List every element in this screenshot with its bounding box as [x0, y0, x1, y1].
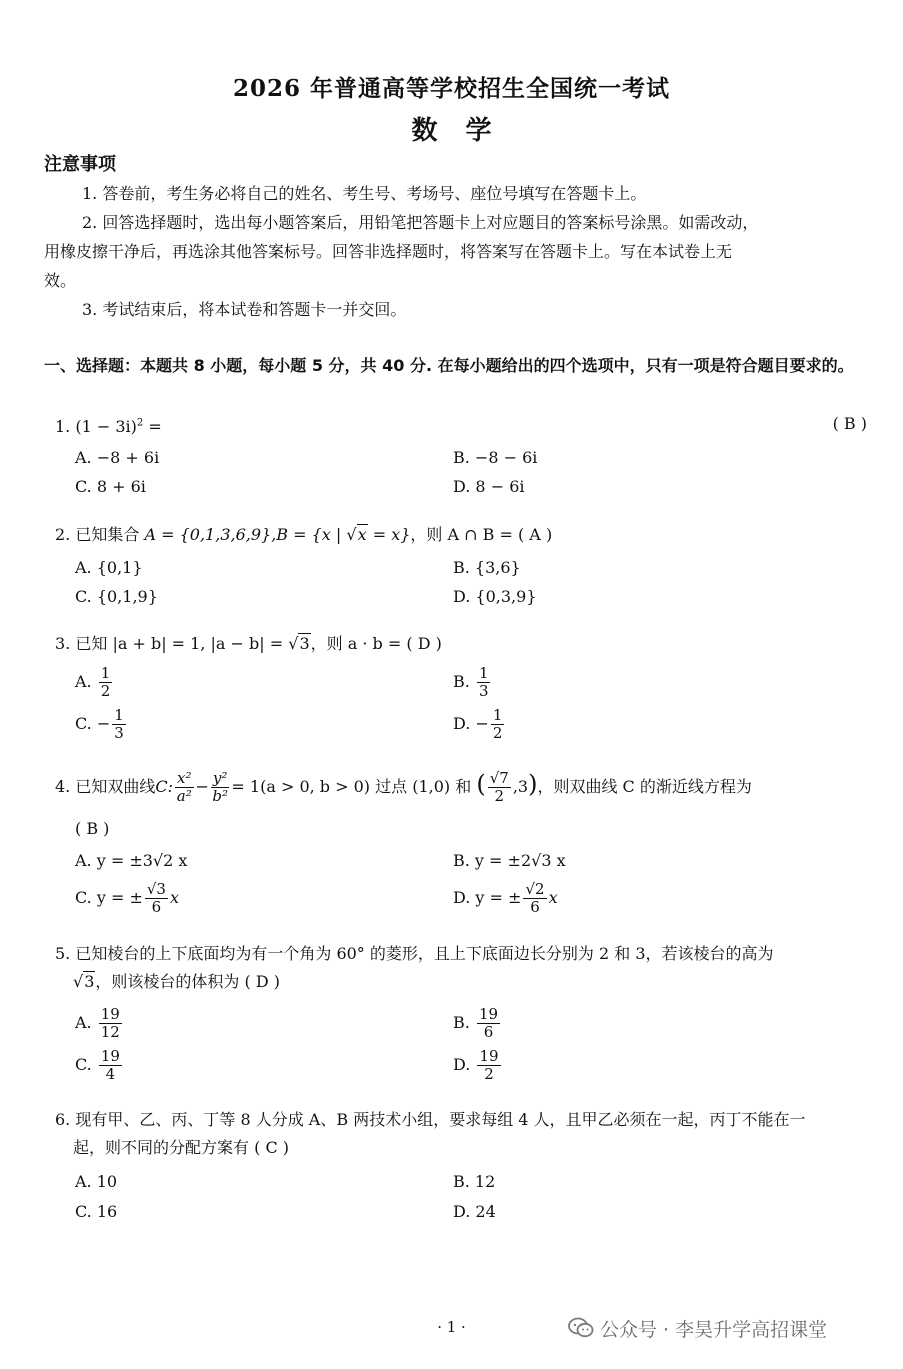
fraction: [99, 665, 113, 700]
notice-title: 注意事项: [44, 154, 116, 175]
stem-text: 已知棱台的上下底面均为有一个角为 60° 的菱形，且上下底面边长分别为 2 和 3，若该棱台的高为: [75, 944, 774, 963]
right-paren: ): [528, 770, 538, 798]
option-label: B.: [453, 672, 470, 691]
left-paren: (: [476, 770, 486, 798]
option-d: [453, 707, 506, 742]
question-1-answer: ( B ): [832, 414, 867, 433]
question-6-answer: ( C ): [254, 1138, 290, 1157]
wechat-icon: [568, 1317, 594, 1344]
denominator: 2: [100, 682, 111, 700]
option-a: [75, 1006, 124, 1041]
fraction: [211, 770, 230, 805]
denominator: 2: [484, 1065, 494, 1083]
question-5-answer: ( D ): [244, 972, 280, 991]
sqrt-x: x: [357, 525, 367, 544]
numerator: 1: [114, 706, 124, 724]
option-label: A.: [75, 1013, 92, 1032]
watermark-text: 公众号 · 李昊升学高招课堂: [600, 1319, 828, 1341]
question-4-stem: [55, 769, 752, 805]
set-b-start: ,B = {x |: [271, 525, 347, 544]
question-2: [55, 521, 873, 549]
stem-text: 起，则不同的分配方案有: [73, 1138, 250, 1157]
option-b: B. −8 − 6i: [453, 448, 538, 467]
numerator: √7: [489, 769, 509, 787]
question-5-line-2: √3，则该棱台的体积为 ( D ): [73, 972, 280, 991]
option-label: D. −: [453, 714, 489, 733]
section-heading: 一、选择题：本题共 8 小题，每小题 5 分，共 40 分. 在每小题给出的四个选项中，只有一项是符合题目要求的。: [44, 356, 854, 375]
question-number: 4.: [55, 777, 71, 796]
question-number: 2.: [55, 525, 71, 544]
option-label: C. y = ±: [75, 888, 143, 907]
option-label: A.: [75, 672, 92, 691]
exam-title: 2026 年普通高等学校招生全国统一考试: [232, 75, 671, 102]
question-6: [55, 1106, 873, 1162]
option-c: [75, 1048, 124, 1083]
notice-item-2-line-1: 2. 回答选择题时，选出每小题答案后，用铅笔把答题卡上对应题目的答案标号涂黑。如需改动，: [82, 213, 759, 232]
option-c: [75, 707, 128, 742]
stem-text: 现有甲、乙、丙、丁等 8 人分成 A、B 两技术小组，要求每组 4 人，且甲乙必须在一起，丙丁不能在一: [75, 1110, 806, 1129]
question-3-stem: 3. 已知 |a + b| = 1, |a − b| = √3，则 a · b = ( D ): [55, 634, 442, 653]
question-number: 5.: [55, 944, 71, 963]
stem-text: 已知 |a + b| = 1, |a − b| =: [75, 634, 289, 653]
option-c: C. 8 + 6i: [75, 477, 146, 496]
question-1: [55, 410, 873, 441]
fraction: [491, 707, 505, 742]
sqrt-value: 3: [299, 634, 310, 653]
notice-item-2-line-3: 效。: [44, 271, 77, 290]
variable-x: x: [169, 888, 180, 907]
denominator: 2: [492, 724, 503, 742]
numerator: 1: [100, 664, 111, 682]
question-2-stem: 2. 已知集合 A = {0,1,3,6,9},B = {x | √x = x}，则 A ∩ B = ( A ): [55, 525, 553, 544]
option-label: D. y = ±: [453, 888, 522, 907]
option-a: [75, 665, 114, 700]
minus-sign: −: [195, 777, 209, 796]
numerator: 1: [492, 706, 503, 724]
option-b: B. {3,6}: [453, 558, 521, 577]
option-a: A. −8 + 6i: [75, 448, 160, 467]
numerator: √2: [525, 880, 545, 898]
question-number: 6.: [55, 1110, 71, 1129]
fraction: [477, 1048, 500, 1083]
question-4-answer: ( B ): [75, 819, 110, 838]
fraction: [477, 665, 491, 700]
denominator: 6: [530, 898, 540, 916]
numerator: x²: [177, 769, 192, 787]
option-a: A. 10: [75, 1172, 118, 1191]
fraction: [99, 1006, 122, 1041]
denominator: 12: [100, 1023, 120, 1041]
denominator: a²: [176, 787, 192, 805]
question-3-answer: ( D ): [406, 634, 442, 653]
sqrt-value: 3: [84, 972, 95, 991]
fraction: [99, 1048, 122, 1083]
stem-tail: ，则 a · b =: [310, 634, 407, 653]
option-c: C. {0,1,9}: [75, 587, 158, 606]
option-b: [453, 1006, 502, 1041]
numerator: 19: [479, 1047, 499, 1065]
fraction: [488, 770, 511, 805]
numerator: 19: [100, 1047, 120, 1065]
subject-title: 数学: [411, 116, 520, 146]
notice-item-3: 3. 考试结束后，将本试卷和答题卡一并交回。: [82, 300, 407, 319]
option-c: C. 16: [75, 1202, 118, 1221]
notice-item-2: [44, 208, 859, 295]
question-3: [55, 630, 873, 658]
question-5-line-1: [55, 940, 873, 968]
option-b: [453, 665, 492, 700]
watermark: [568, 1315, 827, 1344]
point-tail: ,3: [512, 777, 529, 796]
option-a: A. {0,1}: [75, 558, 143, 577]
notice-item-2-line-2: 用橡皮擦干净后，再选涂其他答案标号。回答非选择题时，将答案写在答题卡上。写在本试卷上无: [44, 242, 733, 261]
fraction: [523, 881, 546, 916]
denominator: 3: [478, 682, 489, 700]
option-d: D. 8 − 6i: [453, 477, 525, 496]
question-4: [55, 770, 873, 805]
option-a: A. y = ±3√2 x: [75, 851, 188, 870]
equation-tail: = 1(a > 0, b > 0) 过点 (1,0) 和: [231, 777, 472, 796]
fraction: [145, 881, 168, 916]
denominator: 2: [494, 787, 505, 805]
denominator: 4: [105, 1065, 116, 1083]
stem-text: 已知双曲线: [75, 777, 156, 796]
option-label: C.: [75, 1055, 92, 1074]
stem-tail: ，则 A ∩ B =: [410, 525, 518, 544]
numerator: 19: [478, 1005, 499, 1023]
notice-item-1: 1. 答卷前，考生务必将自己的姓名、考生号、考场号、座位号填写在答题卡上。: [82, 184, 647, 203]
question-number: 1.: [55, 417, 71, 437]
question-6-line-2: [55, 1134, 873, 1162]
curve-name: C:: [155, 777, 174, 796]
question-5: [55, 940, 873, 996]
question-6-line-1: [55, 1106, 873, 1134]
stem-text: 已知集合: [75, 525, 140, 544]
stem-text: ，则该棱台的体积为: [95, 972, 240, 991]
option-d: [453, 1048, 503, 1083]
variable-x: x: [548, 888, 558, 907]
set-a: A = {0,1,3,6,9}: [144, 525, 272, 544]
option-d: D. {0,3,9}: [453, 587, 537, 606]
numerator: 1: [478, 664, 489, 682]
page-number: · 1 ·: [437, 1318, 466, 1336]
fraction: [477, 1006, 500, 1041]
set-b-end: = x}: [367, 525, 411, 544]
question-1-stem: 1. $(1 - 3i)^2$ =: [55, 417, 162, 437]
numerator: y²: [212, 769, 228, 787]
stem-tail: ，则双曲线 C 的渐近线方程为: [537, 777, 752, 796]
fraction: [175, 770, 193, 805]
option-d: [453, 881, 558, 916]
numerator: √3: [146, 880, 166, 898]
option-b: B. 12: [453, 1172, 496, 1191]
question-2-answer: ( A ): [517, 525, 553, 544]
denominator: 6: [151, 898, 162, 916]
option-d: D. 24: [453, 1202, 496, 1221]
question-number: 3.: [55, 634, 71, 653]
denominator: 6: [483, 1023, 494, 1041]
option-label: D.: [453, 1055, 471, 1074]
fraction: [112, 707, 126, 742]
option-b: B. y = ±2√3 x: [453, 851, 566, 870]
option-label: B.: [453, 1013, 470, 1032]
denominator: 3: [114, 724, 124, 742]
option-label: C. −: [75, 714, 111, 733]
option-c: [75, 881, 179, 916]
numerator: 19: [100, 1005, 120, 1023]
question-4-answer-line: [75, 815, 893, 843]
denominator: b²: [212, 787, 228, 805]
